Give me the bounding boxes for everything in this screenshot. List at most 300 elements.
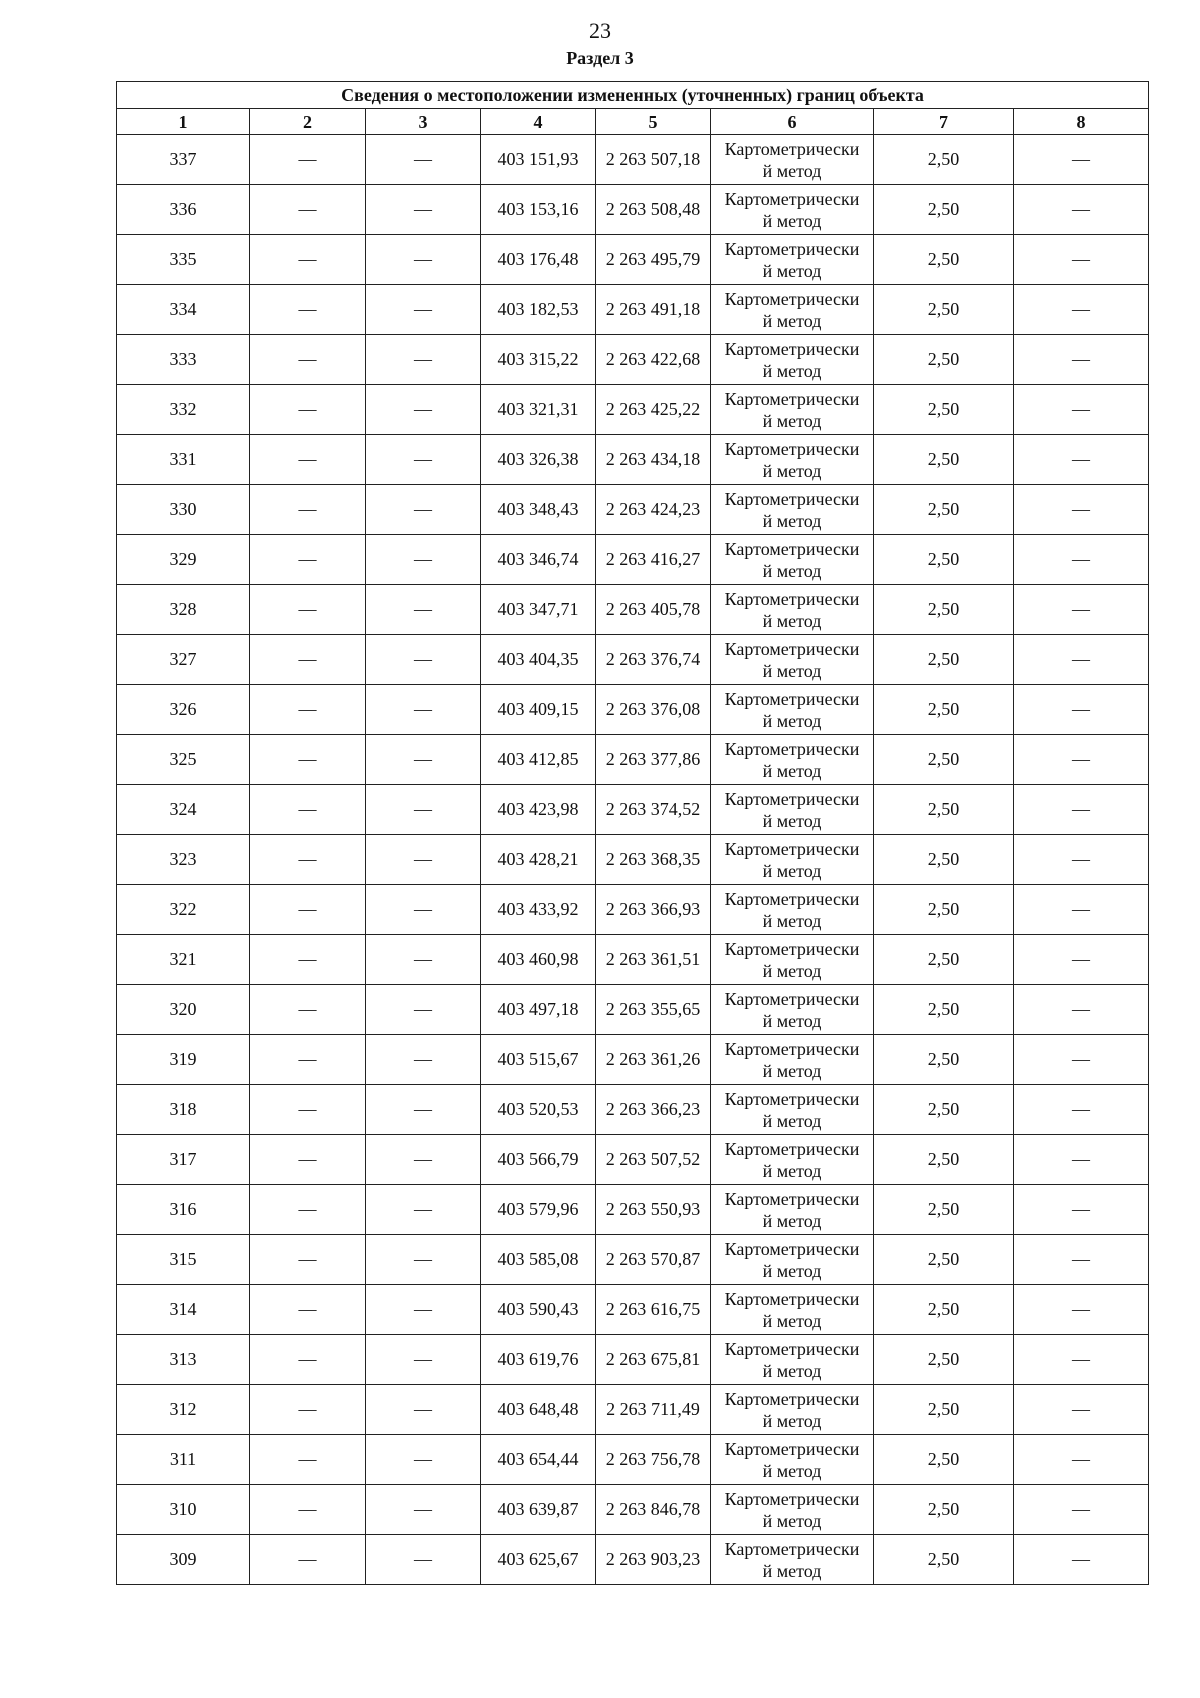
section-title: Раздел 3 [566, 48, 634, 68]
y-coordinate-cell: 2 263 756,78 [596, 1435, 711, 1485]
x-coordinate-cell: 403 409,15 [481, 685, 596, 735]
method-cell [711, 485, 874, 535]
point-number-cell: 314 [117, 1285, 250, 1335]
precision-cell: 2,50 [874, 1435, 1014, 1485]
column-8-cell: — [1014, 585, 1149, 635]
column-2-cell: — [250, 385, 366, 435]
point-number-cell: 331 [117, 435, 250, 485]
column-2-cell: — [250, 935, 366, 985]
y-coordinate-cell: 2 263 903,23 [596, 1535, 711, 1585]
table-row [117, 935, 1149, 985]
method-text-line-1: Картометрически [724, 388, 860, 409]
column-2-cell: — [250, 235, 366, 285]
column-3-cell: — [366, 935, 481, 985]
x-coordinate-cell: 403 648,48 [481, 1385, 596, 1435]
precision-cell: 2,50 [874, 1035, 1014, 1085]
column-number: 3 [366, 109, 481, 135]
method-text-line-2: й метод [762, 160, 822, 181]
y-coordinate-cell: 2 263 491,18 [596, 285, 711, 335]
x-coordinate-cell: 403 315,22 [481, 335, 596, 385]
column-8-cell: — [1014, 735, 1149, 785]
precision-cell: 2,50 [874, 1135, 1014, 1185]
table-row [117, 385, 1149, 435]
column-8-cell: — [1014, 885, 1149, 935]
x-coordinate-cell: 403 347,71 [481, 585, 596, 635]
column-8-cell: — [1014, 1385, 1149, 1435]
method-text-line-1: Картометрически [724, 238, 860, 259]
point-number-cell: 312 [117, 1385, 250, 1435]
column-2-cell: — [250, 335, 366, 385]
x-coordinate-cell: 403 433,92 [481, 885, 596, 935]
column-2-cell: — [250, 1435, 366, 1485]
precision-cell: 2,50 [874, 135, 1014, 185]
method-text-line-1: Картометрически [724, 138, 860, 159]
method-cell [711, 285, 874, 335]
method-text-line-2: й метод [762, 1110, 822, 1131]
method-text-line-2: й метод [762, 460, 822, 481]
column-8-cell: — [1014, 135, 1149, 185]
table-row [117, 1185, 1149, 1235]
method-text-line-1: Картометрически [724, 1038, 860, 1059]
method-text-line-2: й метод [762, 860, 822, 881]
method-cell [711, 385, 874, 435]
x-coordinate-cell: 403 326,38 [481, 435, 596, 485]
method-text-line-1: Картометрически [724, 1388, 860, 1409]
point-number-cell: 315 [117, 1235, 250, 1285]
y-coordinate-cell: 2 263 675,81 [596, 1335, 711, 1385]
column-8-cell: — [1014, 1485, 1149, 1535]
column-2-cell: — [250, 635, 366, 685]
column-8-cell: — [1014, 285, 1149, 335]
method-text-line-1: Картометрически [724, 438, 860, 459]
method-text-line-1: Картометрически [724, 1288, 860, 1309]
method-text-line-2: й метод [762, 560, 822, 581]
column-3-cell: — [366, 1235, 481, 1285]
method-text-line-1: Картометрически [724, 1338, 860, 1359]
column-3-cell: — [366, 735, 481, 785]
y-coordinate-cell: 2 263 355,65 [596, 985, 711, 1035]
method-text-line-1: Картометрически [724, 988, 860, 1009]
column-3-cell: — [366, 135, 481, 185]
y-coordinate-cell: 2 263 434,18 [596, 435, 711, 485]
precision-cell: 2,50 [874, 685, 1014, 735]
method-text-line-1: Картометрически [724, 1188, 860, 1209]
x-coordinate-cell: 403 590,43 [481, 1285, 596, 1335]
method-cell [711, 435, 874, 485]
column-3-cell: — [366, 235, 481, 285]
column-number: 8 [1014, 109, 1149, 135]
method-text-line-1: Картометрически [724, 1538, 860, 1559]
method-cell [711, 1135, 874, 1185]
column-2-cell: — [250, 1535, 366, 1585]
boundary-coordinates-table [116, 81, 1149, 1585]
column-3-cell: — [366, 1535, 481, 1585]
table-row [117, 835, 1149, 885]
point-number-cell: 309 [117, 1535, 250, 1585]
column-2-cell: — [250, 1485, 366, 1535]
y-coordinate-cell: 2 263 374,52 [596, 785, 711, 835]
precision-cell: 2,50 [874, 1235, 1014, 1285]
column-8-cell: — [1014, 1235, 1149, 1285]
column-8-cell: — [1014, 935, 1149, 985]
method-text-line-2: й метод [762, 1360, 822, 1381]
method-cell [711, 1535, 874, 1585]
method-text-line-1: Картометрически [724, 688, 860, 709]
point-number-cell: 329 [117, 535, 250, 585]
point-number-cell: 335 [117, 235, 250, 285]
column-8-cell: — [1014, 835, 1149, 885]
column-2-cell: — [250, 735, 366, 785]
table-row [117, 335, 1149, 385]
column-2-cell: — [250, 1285, 366, 1335]
method-text-line-1: Картометрически [724, 938, 860, 959]
point-number-cell: 322 [117, 885, 250, 935]
table-row [117, 735, 1149, 785]
method-text-line-2: й метод [762, 660, 822, 681]
method-text-line-2: й метод [762, 760, 822, 781]
column-3-cell: — [366, 635, 481, 685]
precision-cell: 2,50 [874, 285, 1014, 335]
column-2-cell: — [250, 435, 366, 485]
y-coordinate-cell: 2 263 495,79 [596, 235, 711, 285]
method-text-line-2: й метод [762, 960, 822, 981]
x-coordinate-cell: 403 639,87 [481, 1485, 596, 1535]
x-coordinate-cell: 403 346,74 [481, 535, 596, 585]
precision-cell: 2,50 [874, 235, 1014, 285]
method-text-line-2: й метод [762, 260, 822, 281]
method-text-line-1: Картометрически [724, 1138, 860, 1159]
method-text-line-2: й метод [762, 810, 822, 831]
column-8-cell: — [1014, 1435, 1149, 1485]
method-text-line-1: Картометрически [724, 888, 860, 909]
column-2-cell: — [250, 585, 366, 635]
column-2-cell: — [250, 835, 366, 885]
x-coordinate-cell: 403 460,98 [481, 935, 596, 985]
precision-cell: 2,50 [874, 1385, 1014, 1435]
column-2-cell: — [250, 135, 366, 185]
x-coordinate-cell: 403 619,76 [481, 1335, 596, 1385]
point-number-cell: 319 [117, 1035, 250, 1085]
method-cell [711, 635, 874, 685]
column-number: 5 [596, 109, 711, 135]
point-number-cell: 310 [117, 1485, 250, 1535]
y-coordinate-cell: 2 263 366,93 [596, 885, 711, 935]
method-cell [711, 685, 874, 735]
point-number-cell: 328 [117, 585, 250, 635]
method-cell [711, 1085, 874, 1135]
column-2-cell: — [250, 1135, 366, 1185]
point-number-cell: 311 [117, 1435, 250, 1485]
point-number-cell: 321 [117, 935, 250, 985]
method-cell [711, 185, 874, 235]
table-row [117, 1335, 1149, 1385]
column-2-cell: — [250, 1085, 366, 1135]
column-number: 7 [874, 109, 1014, 135]
method-text-line-2: й метод [762, 1060, 822, 1081]
table-row [117, 1035, 1149, 1085]
column-2-cell: — [250, 785, 366, 835]
method-text-line-1: Картометрически [724, 338, 860, 359]
y-coordinate-cell: 2 263 361,51 [596, 935, 711, 985]
x-coordinate-cell: 403 428,21 [481, 835, 596, 885]
y-coordinate-cell: 2 263 366,23 [596, 1085, 711, 1135]
method-text-line-1: Картометрически [724, 488, 860, 509]
column-3-cell: — [366, 835, 481, 885]
y-coordinate-cell: 2 263 711,49 [596, 1385, 711, 1435]
x-coordinate-cell: 403 579,96 [481, 1185, 596, 1235]
x-coordinate-cell: 403 348,43 [481, 485, 596, 535]
column-3-cell: — [366, 1285, 481, 1335]
method-text-line-2: й метод [762, 410, 822, 431]
table-row [117, 685, 1149, 735]
column-8-cell: — [1014, 1335, 1149, 1385]
precision-cell: 2,50 [874, 835, 1014, 885]
method-text-line-1: Картометрически [724, 538, 860, 559]
method-text-line-1: Картометрически [724, 288, 860, 309]
table-row [117, 885, 1149, 935]
method-text-line-1: Картометрически [724, 188, 860, 209]
method-text-line-1: Картометрически [724, 838, 860, 859]
point-number-cell: 317 [117, 1135, 250, 1185]
precision-cell: 2,50 [874, 1285, 1014, 1335]
column-8-cell: — [1014, 435, 1149, 485]
column-8-cell: — [1014, 785, 1149, 835]
x-coordinate-cell: 403 182,53 [481, 285, 596, 335]
y-coordinate-cell: 2 263 507,18 [596, 135, 711, 185]
column-8-cell: — [1014, 685, 1149, 735]
method-cell [711, 585, 874, 635]
point-number-cell: 327 [117, 635, 250, 685]
column-3-cell: — [366, 285, 481, 335]
precision-cell: 2,50 [874, 385, 1014, 435]
precision-cell: 2,50 [874, 1085, 1014, 1135]
method-text-line-2: й метод [762, 710, 822, 731]
y-coordinate-cell: 2 263 361,26 [596, 1035, 711, 1085]
column-8-cell: — [1014, 535, 1149, 585]
table-row [117, 985, 1149, 1035]
table-row [117, 435, 1149, 485]
precision-cell: 2,50 [874, 1185, 1014, 1235]
method-cell [711, 535, 874, 585]
method-text-line-2: й метод [762, 910, 822, 931]
precision-cell: 2,50 [874, 785, 1014, 835]
column-8-cell: — [1014, 235, 1149, 285]
method-text-line-2: й метод [762, 310, 822, 331]
table-row [117, 1285, 1149, 1335]
x-coordinate-cell: 403 404,35 [481, 635, 596, 685]
method-text-line-2: й метод [762, 210, 822, 231]
method-cell [711, 335, 874, 385]
precision-cell: 2,50 [874, 335, 1014, 385]
y-coordinate-cell: 2 263 377,86 [596, 735, 711, 785]
method-text-line-1: Картометрически [724, 588, 860, 609]
table-row [117, 185, 1149, 235]
y-coordinate-cell: 2 263 416,27 [596, 535, 711, 585]
column-2-cell: — [250, 485, 366, 535]
column-3-cell: — [366, 1335, 481, 1385]
x-coordinate-cell: 403 520,53 [481, 1085, 596, 1135]
column-8-cell: — [1014, 335, 1149, 385]
column-3-cell: — [366, 1385, 481, 1435]
table-row [117, 1535, 1149, 1585]
method-cell [711, 785, 874, 835]
x-coordinate-cell: 403 321,31 [481, 385, 596, 435]
column-8-cell: — [1014, 1035, 1149, 1085]
page-number: 23 [589, 18, 611, 43]
method-text-line-1: Картометрически [724, 638, 860, 659]
method-text-line-2: й метод [762, 1410, 822, 1431]
column-3-cell: — [366, 1435, 481, 1485]
precision-cell: 2,50 [874, 985, 1014, 1035]
method-text-line-1: Картометрически [724, 788, 860, 809]
column-number: 2 [250, 109, 366, 135]
point-number-cell: 330 [117, 485, 250, 535]
table-row [117, 485, 1149, 535]
column-8-cell: — [1014, 985, 1149, 1035]
table-row [117, 1135, 1149, 1185]
column-8-cell: — [1014, 635, 1149, 685]
column-8-cell: — [1014, 385, 1149, 435]
method-cell [711, 1485, 874, 1535]
table-row [117, 1235, 1149, 1285]
method-cell [711, 1235, 874, 1285]
table-row [117, 785, 1149, 835]
column-number: 4 [481, 109, 596, 135]
y-coordinate-cell: 2 263 550,93 [596, 1185, 711, 1235]
point-number-cell: 316 [117, 1185, 250, 1235]
method-text-line-2: й метод [762, 1260, 822, 1281]
method-cell [711, 135, 874, 185]
column-3-cell: — [366, 885, 481, 935]
point-number-cell: 323 [117, 835, 250, 885]
x-coordinate-cell: 403 153,16 [481, 185, 596, 235]
table-caption: Сведения о местоположении измененных (уточненных) границ объекта [117, 82, 1149, 109]
column-2-cell: — [250, 285, 366, 335]
column-3-cell: — [366, 385, 481, 435]
method-cell [711, 1185, 874, 1235]
method-text-line-2: й метод [762, 1210, 822, 1231]
column-2-cell: — [250, 1385, 366, 1435]
method-cell [711, 1035, 874, 1085]
x-coordinate-cell: 403 176,48 [481, 235, 596, 285]
point-number-cell: 336 [117, 185, 250, 235]
column-3-cell: — [366, 485, 481, 535]
method-text-line-2: й метод [762, 610, 822, 631]
method-text-line-2: й метод [762, 1160, 822, 1181]
column-3-cell: — [366, 1085, 481, 1135]
x-coordinate-cell: 403 654,44 [481, 1435, 596, 1485]
table-row [117, 135, 1149, 185]
point-number-cell: 318 [117, 1085, 250, 1135]
table-body [117, 135, 1149, 1585]
method-text-line-1: Картометрически [724, 1438, 860, 1459]
table-row [117, 1435, 1149, 1485]
method-cell [711, 1335, 874, 1385]
point-number-cell: 325 [117, 735, 250, 785]
method-cell [711, 935, 874, 985]
column-2-cell: — [250, 1335, 366, 1385]
method-cell [711, 1385, 874, 1435]
y-coordinate-cell: 2 263 422,68 [596, 335, 711, 385]
column-2-cell: — [250, 685, 366, 735]
precision-cell: 2,50 [874, 735, 1014, 785]
x-coordinate-cell: 403 412,85 [481, 735, 596, 785]
column-2-cell: — [250, 1185, 366, 1235]
precision-cell: 2,50 [874, 935, 1014, 985]
point-number-cell: 332 [117, 385, 250, 435]
method-text-line-2: й метод [762, 1310, 822, 1331]
table-row [117, 1385, 1149, 1435]
column-8-cell: — [1014, 1085, 1149, 1135]
point-number-cell: 320 [117, 985, 250, 1035]
method-text-line-2: й метод [762, 360, 822, 381]
table-row [117, 285, 1149, 335]
precision-cell: 2,50 [874, 1485, 1014, 1535]
method-cell [711, 885, 874, 935]
y-coordinate-cell: 2 263 425,22 [596, 385, 711, 435]
x-coordinate-cell: 403 151,93 [481, 135, 596, 185]
point-number-cell: 334 [117, 285, 250, 335]
column-3-cell: — [366, 435, 481, 485]
column-3-cell: — [366, 1035, 481, 1085]
column-2-cell: — [250, 185, 366, 235]
precision-cell: 2,50 [874, 1335, 1014, 1385]
column-3-cell: — [366, 985, 481, 1035]
column-8-cell: — [1014, 1285, 1149, 1335]
table-row [117, 1085, 1149, 1135]
method-cell [711, 235, 874, 285]
point-number-cell: 324 [117, 785, 250, 835]
column-3-cell: — [366, 1485, 481, 1535]
table-row [117, 635, 1149, 685]
y-coordinate-cell: 2 263 570,87 [596, 1235, 711, 1285]
y-coordinate-cell: 2 263 368,35 [596, 835, 711, 885]
column-3-cell: — [366, 1185, 481, 1235]
column-3-cell: — [366, 335, 481, 385]
y-coordinate-cell: 2 263 616,75 [596, 1285, 711, 1335]
point-number-cell: 313 [117, 1335, 250, 1385]
y-coordinate-cell: 2 263 405,78 [596, 585, 711, 635]
x-coordinate-cell: 403 585,08 [481, 1235, 596, 1285]
column-2-cell: — [250, 885, 366, 935]
table-row [117, 235, 1149, 285]
column-3-cell: — [366, 685, 481, 735]
method-text-line-1: Картометрически [724, 1238, 860, 1259]
column-2-cell: — [250, 985, 366, 1035]
column-8-cell: — [1014, 1135, 1149, 1185]
method-text-line-1: Картометрически [724, 738, 860, 759]
column-3-cell: — [366, 585, 481, 635]
precision-cell: 2,50 [874, 535, 1014, 585]
precision-cell: 2,50 [874, 435, 1014, 485]
column-8-cell: — [1014, 485, 1149, 535]
column-2-cell: — [250, 1035, 366, 1085]
x-coordinate-cell: 403 566,79 [481, 1135, 596, 1185]
x-coordinate-cell: 403 423,98 [481, 785, 596, 835]
method-cell [711, 1435, 874, 1485]
column-3-cell: — [366, 185, 481, 235]
table-row [117, 585, 1149, 635]
precision-cell: 2,50 [874, 485, 1014, 535]
column-2-cell: — [250, 535, 366, 585]
column-8-cell: — [1014, 1185, 1149, 1235]
y-coordinate-cell: 2 263 376,08 [596, 685, 711, 735]
point-number-cell: 326 [117, 685, 250, 735]
method-text-line-1: Картометрически [724, 1488, 860, 1509]
method-text-line-2: й метод [762, 1010, 822, 1031]
column-number: 6 [711, 109, 874, 135]
column-8-cell: — [1014, 185, 1149, 235]
